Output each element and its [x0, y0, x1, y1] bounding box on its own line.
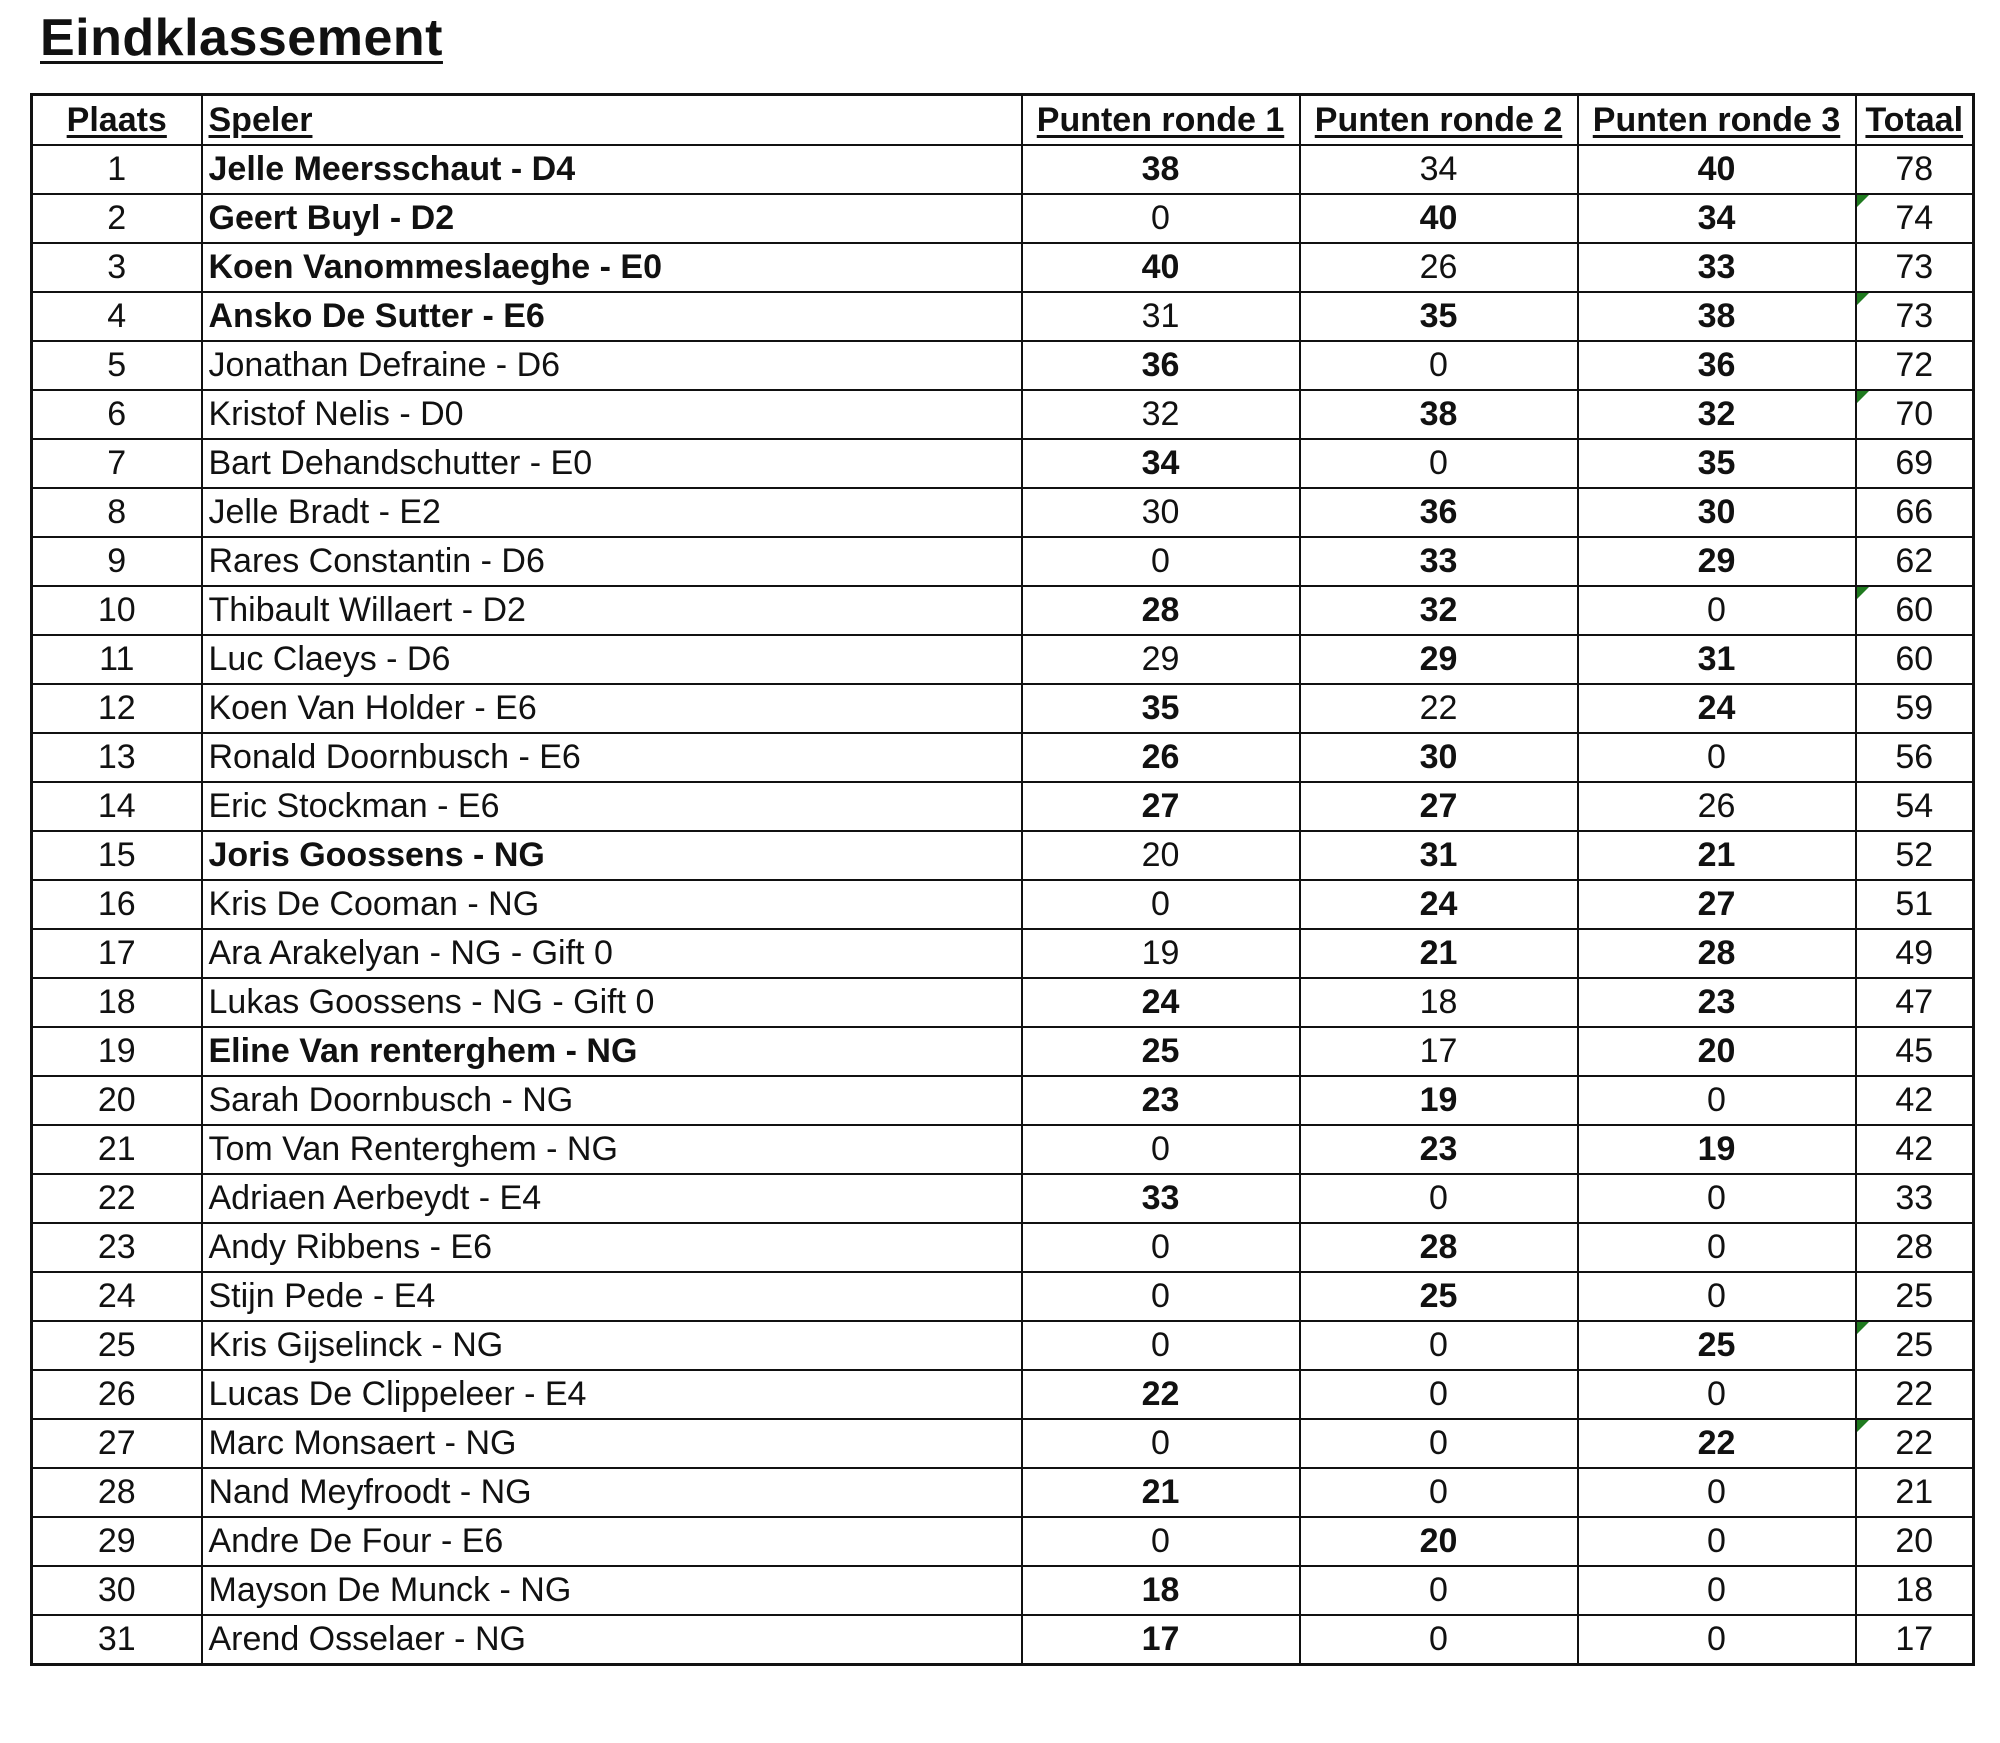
- cell-ronde-1: 33: [1022, 1174, 1300, 1223]
- cell-ronde-3: 29: [1578, 537, 1856, 586]
- cell-ronde-3: 31: [1578, 635, 1856, 684]
- cell-ronde-3: 30: [1578, 488, 1856, 537]
- cell-speler: Eric Stockman - E6: [202, 782, 1022, 831]
- cell-ronde-1: 22: [1022, 1370, 1300, 1419]
- cell-speler: Marc Monsaert - NG: [202, 1419, 1022, 1468]
- cell-ronde-2: 24: [1300, 880, 1578, 929]
- cell-totaal: 33: [1856, 1174, 1974, 1223]
- cell-ronde-3: 0: [1578, 733, 1856, 782]
- cell-ronde-1: 19: [1022, 929, 1300, 978]
- cell-totaal: 72: [1856, 341, 1974, 390]
- header-ronde-2: Punten ronde 2: [1300, 95, 1578, 146]
- cell-plaats: 5: [32, 341, 202, 390]
- cell-ronde-2: 35: [1300, 292, 1578, 341]
- cell-speler: Bart Dehandschutter - E0: [202, 439, 1022, 488]
- cell-ronde-3: 35: [1578, 439, 1856, 488]
- cell-totaal: 70: [1856, 390, 1974, 439]
- table-row: [32, 194, 1974, 243]
- cell-plaats: 15: [32, 831, 202, 880]
- cell-speler: Kristof Nelis - D0: [202, 390, 1022, 439]
- cell-totaal: 52: [1856, 831, 1974, 880]
- cell-speler: Joris Goossens - NG: [202, 831, 1022, 880]
- cell-ronde-1: 31: [1022, 292, 1300, 341]
- cell-totaal: 25: [1856, 1272, 1974, 1321]
- header-ronde-3: Punten ronde 3: [1578, 95, 1856, 146]
- cell-ronde-3: 0: [1578, 1272, 1856, 1321]
- cell-plaats: 26: [32, 1370, 202, 1419]
- cell-speler: Luc Claeys - D6: [202, 635, 1022, 684]
- table-row: [32, 880, 1974, 929]
- cell-plaats: 16: [32, 880, 202, 929]
- table-row: [32, 1615, 1974, 1665]
- cell-plaats: 9: [32, 537, 202, 586]
- table-row: [32, 292, 1974, 341]
- table-row: [32, 243, 1974, 292]
- cell-ronde-1: 32: [1022, 390, 1300, 439]
- cell-ronde-1: 23: [1022, 1076, 1300, 1125]
- cell-ronde-2: 22: [1300, 684, 1578, 733]
- cell-speler: Jonathan Defraine - D6: [202, 341, 1022, 390]
- cell-plaats: 31: [32, 1615, 202, 1665]
- table-row: [32, 1419, 1974, 1468]
- cell-totaal: 56: [1856, 733, 1974, 782]
- cell-ronde-2: 0: [1300, 1419, 1578, 1468]
- cell-totaal: 42: [1856, 1076, 1974, 1125]
- cell-ronde-2: 31: [1300, 831, 1578, 880]
- table-row: [32, 635, 1974, 684]
- cell-plaats: 30: [32, 1566, 202, 1615]
- cell-speler: Ansko De Sutter - E6: [202, 292, 1022, 341]
- table-row: [32, 1027, 1974, 1076]
- cell-totaal: 73: [1856, 243, 1974, 292]
- cell-speler: Tom Van Renterghem - NG: [202, 1125, 1022, 1174]
- cell-speler: Lukas Goossens - NG - Gift 0: [202, 978, 1022, 1027]
- cell-ronde-1: 0: [1022, 194, 1300, 243]
- cell-totaal: 51: [1856, 880, 1974, 929]
- cell-plaats: 6: [32, 390, 202, 439]
- cell-totaal: 22: [1856, 1419, 1974, 1468]
- cell-plaats: 7: [32, 439, 202, 488]
- cell-totaal: 18: [1856, 1566, 1974, 1615]
- cell-ronde-1: 0: [1022, 1517, 1300, 1566]
- table-row: [32, 1125, 1974, 1174]
- cell-totaal: 74: [1856, 194, 1974, 243]
- cell-speler: Adriaen Aerbeydt - E4: [202, 1174, 1022, 1223]
- cell-totaal: 17: [1856, 1615, 1974, 1665]
- cell-plaats: 10: [32, 586, 202, 635]
- table-row: [32, 1272, 1974, 1321]
- cell-ronde-1: 34: [1022, 439, 1300, 488]
- cell-speler: Jelle Meersschaut - D4: [202, 145, 1022, 194]
- cell-ronde-3: 24: [1578, 684, 1856, 733]
- cell-plaats: 21: [32, 1125, 202, 1174]
- cell-ronde-3: 0: [1578, 586, 1856, 635]
- cell-ronde-3: 0: [1578, 1370, 1856, 1419]
- cell-ronde-1: 30: [1022, 488, 1300, 537]
- table-row: [32, 488, 1974, 537]
- table-row: [32, 831, 1974, 880]
- cell-ronde-2: 25: [1300, 1272, 1578, 1321]
- cell-ronde-1: 27: [1022, 782, 1300, 831]
- table-row: [32, 1468, 1974, 1517]
- cell-plaats: 24: [32, 1272, 202, 1321]
- table-row: [32, 1370, 1974, 1419]
- cell-ronde-1: 0: [1022, 1321, 1300, 1370]
- cell-ronde-2: 0: [1300, 1321, 1578, 1370]
- cell-ronde-1: 40: [1022, 243, 1300, 292]
- cell-speler: Kris De Cooman - NG: [202, 880, 1022, 929]
- cell-speler: Kris Gijselinck - NG: [202, 1321, 1022, 1370]
- cell-ronde-2: 36: [1300, 488, 1578, 537]
- cell-ronde-2: 17: [1300, 1027, 1578, 1076]
- table-row: [32, 929, 1974, 978]
- cell-ronde-1: 0: [1022, 537, 1300, 586]
- cell-ronde-3: 27: [1578, 880, 1856, 929]
- cell-ronde-1: 26: [1022, 733, 1300, 782]
- ranking-table: [30, 93, 1975, 1666]
- cell-totaal: 22: [1856, 1370, 1974, 1419]
- cell-plaats: 3: [32, 243, 202, 292]
- cell-ronde-3: 21: [1578, 831, 1856, 880]
- cell-ronde-2: 0: [1300, 1566, 1578, 1615]
- cell-speler: Geert Buyl - D2: [202, 194, 1022, 243]
- cell-totaal: 54: [1856, 782, 1974, 831]
- cell-ronde-3: 0: [1578, 1223, 1856, 1272]
- cell-plaats: 25: [32, 1321, 202, 1370]
- cell-ronde-2: 0: [1300, 1174, 1578, 1223]
- cell-ronde-1: 38: [1022, 145, 1300, 194]
- cell-totaal: 60: [1856, 586, 1974, 635]
- cell-plaats: 18: [32, 978, 202, 1027]
- cell-ronde-1: 18: [1022, 1566, 1300, 1615]
- cell-totaal: 47: [1856, 978, 1974, 1027]
- cell-ronde-3: 40: [1578, 145, 1856, 194]
- header-plaats: Plaats: [32, 95, 202, 146]
- table-row: [32, 439, 1974, 488]
- cell-plaats: 27: [32, 1419, 202, 1468]
- cell-ronde-1: 24: [1022, 978, 1300, 1027]
- table-row: [32, 390, 1974, 439]
- table-row: [32, 1566, 1974, 1615]
- cell-ronde-2: 23: [1300, 1125, 1578, 1174]
- cell-plaats: 28: [32, 1468, 202, 1517]
- cell-totaal: 21: [1856, 1468, 1974, 1517]
- cell-ronde-2: 26: [1300, 243, 1578, 292]
- cell-ronde-2: 0: [1300, 1615, 1578, 1665]
- cell-ronde-1: 35: [1022, 684, 1300, 733]
- cell-ronde-3: 38: [1578, 292, 1856, 341]
- cell-ronde-3: 26: [1578, 782, 1856, 831]
- cell-totaal: 59: [1856, 684, 1974, 733]
- cell-ronde-3: 0: [1578, 1468, 1856, 1517]
- cell-ronde-2: 18: [1300, 978, 1578, 1027]
- cell-ronde-2: 38: [1300, 390, 1578, 439]
- table-row: [32, 684, 1974, 733]
- table-row: [32, 145, 1974, 194]
- table-row: [32, 733, 1974, 782]
- cell-ronde-2: 0: [1300, 341, 1578, 390]
- cell-speler: Jelle Bradt - E2: [202, 488, 1022, 537]
- cell-plaats: 29: [32, 1517, 202, 1566]
- cell-ronde-2: 32: [1300, 586, 1578, 635]
- cell-ronde-2: 30: [1300, 733, 1578, 782]
- header-speler: Speler: [202, 95, 1022, 146]
- cell-plaats: 11: [32, 635, 202, 684]
- cell-ronde-2: 40: [1300, 194, 1578, 243]
- cell-totaal: 69: [1856, 439, 1974, 488]
- cell-speler: Ara Arakelyan - NG - Gift 0: [202, 929, 1022, 978]
- cell-ronde-2: 19: [1300, 1076, 1578, 1125]
- table-row: [32, 1174, 1974, 1223]
- cell-ronde-2: 29: [1300, 635, 1578, 684]
- cell-ronde-2: 0: [1300, 1370, 1578, 1419]
- cell-totaal: 42: [1856, 1125, 1974, 1174]
- cell-totaal: 62: [1856, 537, 1974, 586]
- cell-ronde-3: 19: [1578, 1125, 1856, 1174]
- cell-ronde-3: 0: [1578, 1517, 1856, 1566]
- cell-plaats: 2: [32, 194, 202, 243]
- page-title: Eindklassement: [40, 9, 443, 67]
- cell-ronde-2: 0: [1300, 1468, 1578, 1517]
- table-row: [32, 1076, 1974, 1125]
- cell-ronde-2: 33: [1300, 537, 1578, 586]
- cell-ronde-3: 25: [1578, 1321, 1856, 1370]
- cell-totaal: 73: [1856, 292, 1974, 341]
- cell-ronde-3: 22: [1578, 1419, 1856, 1468]
- cell-plaats: 12: [32, 684, 202, 733]
- cell-speler: Koen Vanommeslaeghe - E0: [202, 243, 1022, 292]
- cell-speler: Lucas De Clippeleer - E4: [202, 1370, 1022, 1419]
- cell-totaal: 45: [1856, 1027, 1974, 1076]
- cell-ronde-2: 0: [1300, 439, 1578, 488]
- table-row: [32, 782, 1974, 831]
- cell-ronde-1: 28: [1022, 586, 1300, 635]
- cell-plaats: 8: [32, 488, 202, 537]
- cell-ronde-1: 29: [1022, 635, 1300, 684]
- cell-ronde-2: 27: [1300, 782, 1578, 831]
- cell-totaal: 60: [1856, 635, 1974, 684]
- cell-ronde-3: 28: [1578, 929, 1856, 978]
- cell-ronde-2: 20: [1300, 1517, 1578, 1566]
- cell-plaats: 4: [32, 292, 202, 341]
- table-row: [32, 1223, 1974, 1272]
- cell-totaal: 66: [1856, 488, 1974, 537]
- cell-ronde-3: 33: [1578, 243, 1856, 292]
- cell-ronde-1: 36: [1022, 341, 1300, 390]
- cell-ronde-2: 34: [1300, 145, 1578, 194]
- cell-speler: Rares Constantin - D6: [202, 537, 1022, 586]
- cell-ronde-3: 36: [1578, 341, 1856, 390]
- cell-ronde-1: 20: [1022, 831, 1300, 880]
- cell-totaal: 25: [1856, 1321, 1974, 1370]
- cell-plaats: 14: [32, 782, 202, 831]
- cell-ronde-3: 23: [1578, 978, 1856, 1027]
- cell-speler: Thibault Willaert - D2: [202, 586, 1022, 635]
- cell-ronde-1: 25: [1022, 1027, 1300, 1076]
- cell-speler: Stijn Pede - E4: [202, 1272, 1022, 1321]
- table-row: [32, 1517, 1974, 1566]
- cell-ronde-3: 32: [1578, 390, 1856, 439]
- table-row: [32, 1321, 1974, 1370]
- cell-speler: Ronald Doornbusch - E6: [202, 733, 1022, 782]
- cell-speler: Eline Van renterghem - NG: [202, 1027, 1022, 1076]
- cell-ronde-1: 0: [1022, 1419, 1300, 1468]
- cell-speler: Andy Ribbens - E6: [202, 1223, 1022, 1272]
- cell-totaal: 20: [1856, 1517, 1974, 1566]
- cell-speler: Mayson De Munck - NG: [202, 1566, 1022, 1615]
- cell-plaats: 22: [32, 1174, 202, 1223]
- cell-speler: Nand Meyfroodt - NG: [202, 1468, 1022, 1517]
- cell-ronde-1: 17: [1022, 1615, 1300, 1665]
- cell-ronde-3: 34: [1578, 194, 1856, 243]
- header-totaal: Totaal: [1856, 95, 1974, 146]
- cell-ronde-3: 0: [1578, 1174, 1856, 1223]
- cell-totaal: 78: [1856, 145, 1974, 194]
- cell-speler: Koen Van Holder - E6: [202, 684, 1022, 733]
- cell-plaats: 1: [32, 145, 202, 194]
- header-row: [32, 95, 1974, 146]
- cell-ronde-3: 0: [1578, 1566, 1856, 1615]
- cell-speler: Andre De Four - E6: [202, 1517, 1022, 1566]
- cell-speler: Arend Osselaer - NG: [202, 1615, 1022, 1665]
- cell-plaats: 20: [32, 1076, 202, 1125]
- header-ronde-1: Punten ronde 1: [1022, 95, 1300, 146]
- cell-ronde-3: 0: [1578, 1615, 1856, 1665]
- cell-ronde-1: 21: [1022, 1468, 1300, 1517]
- cell-plaats: 19: [32, 1027, 202, 1076]
- cell-speler: Sarah Doornbusch - NG: [202, 1076, 1022, 1125]
- cell-totaal: 49: [1856, 929, 1974, 978]
- table-row: [32, 537, 1974, 586]
- cell-totaal: 28: [1856, 1223, 1974, 1272]
- cell-plaats: 17: [32, 929, 202, 978]
- cell-ronde-3: 20: [1578, 1027, 1856, 1076]
- table-row: [32, 978, 1974, 1027]
- cell-ronde-3: 0: [1578, 1076, 1856, 1125]
- cell-ronde-1: 0: [1022, 1125, 1300, 1174]
- cell-ronde-2: 21: [1300, 929, 1578, 978]
- cell-plaats: 13: [32, 733, 202, 782]
- cell-ronde-1: 0: [1022, 1272, 1300, 1321]
- cell-ronde-1: 0: [1022, 1223, 1300, 1272]
- cell-ronde-1: 0: [1022, 880, 1300, 929]
- table-row: [32, 341, 1974, 390]
- cell-plaats: 23: [32, 1223, 202, 1272]
- cell-ronde-2: 28: [1300, 1223, 1578, 1272]
- table-row: [32, 586, 1974, 635]
